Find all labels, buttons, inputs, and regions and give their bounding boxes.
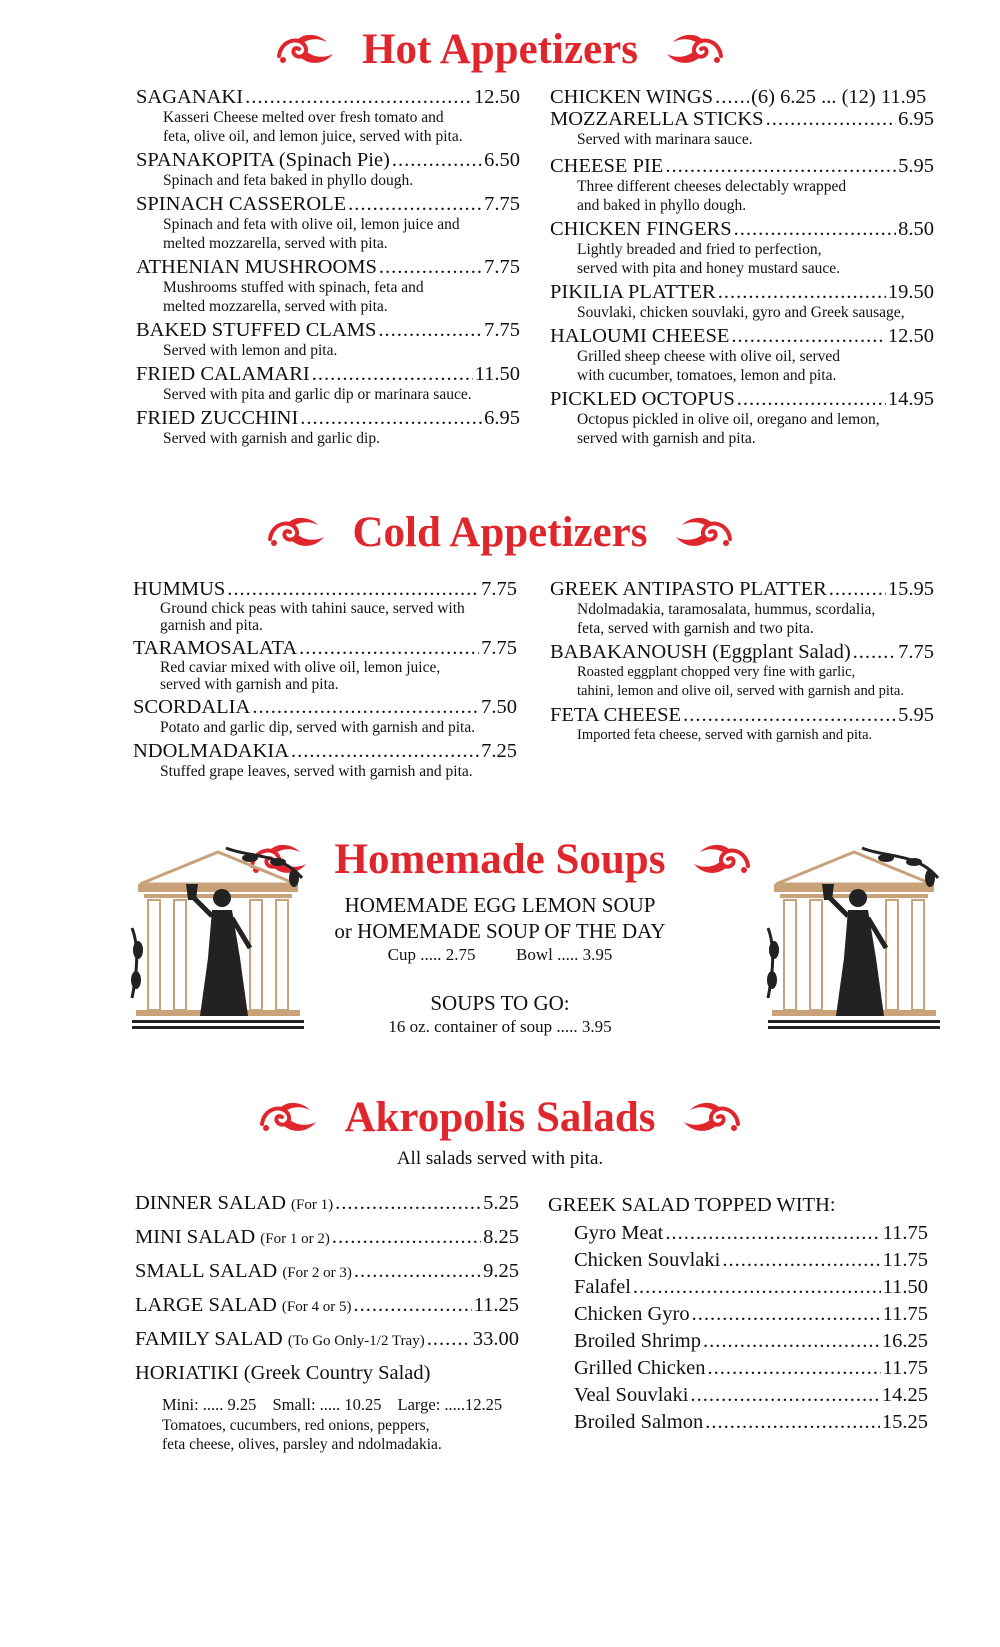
menu-item: [135, 1328, 519, 1360]
menu-item: [133, 578, 517, 634]
item-name: PICKLED OCTOPUS: [550, 388, 735, 410]
item-note: (To Go Only-1/2 Tray): [287, 1333, 425, 1349]
menu-item: [550, 578, 934, 638]
item-name: FAMILY SALAD: [135, 1328, 283, 1350]
item-price: 7.25: [481, 740, 517, 762]
item-price: 5.25: [483, 1192, 519, 1214]
item-description: Served with pita and garlic dip or marinara sauce.: [163, 386, 472, 403]
item-description: Mushrooms stuffed with spinach, feta and melted mozzarella, served with pita.: [163, 279, 424, 315]
hot-appetizers-title: Hot Appetizers: [362, 26, 638, 74]
menu-item: [550, 86, 934, 108]
menu-item: [135, 1192, 519, 1226]
item-name: Chicken Gyro: [574, 1303, 690, 1325]
cold-appetizers-heading: [0, 505, 1000, 558]
item-price: 7.75: [484, 256, 520, 278]
swirl-ornament-icon: [680, 1098, 742, 1138]
menu-item: [550, 281, 934, 322]
item-name: NDOLMADAKIA: [133, 740, 290, 762]
list-item: [574, 1357, 928, 1384]
item-price: 6.95: [898, 108, 934, 130]
item-name: BABAKANOUSH (Eggplant Salad): [550, 641, 851, 663]
item-description: Kasseri Cheese melted over fresh tomato and feta, olive oil, and lemon juice, served with pita.: [163, 109, 463, 145]
item-price: 15.95: [887, 578, 934, 600]
cup-price: Cup ..... 2.75: [387, 945, 476, 964]
swirl-ornament-icon: [258, 1098, 320, 1138]
item-note: (For 4 or 5): [281, 1299, 352, 1315]
item-name: Broiled Shrimp: [574, 1330, 701, 1352]
item-description: Octopus pickled in olive oil, oregano and lemon, served with garnish and pita.: [577, 411, 880, 447]
item-name: Chicken Souvlaki: [574, 1249, 721, 1271]
item-price: 11.75: [882, 1303, 928, 1325]
hot-appetizers-heading: [0, 22, 1000, 75]
horiatiki-name: HORIATIKI (Greek Country Salad): [135, 1362, 431, 1384]
menu-item: [136, 407, 520, 448]
greek-temple-goddess-illustration: [766, 838, 942, 1038]
menu-item: [136, 319, 520, 360]
item-price: 5.95: [898, 155, 934, 177]
item-name: HALOUMI CHEESE: [550, 325, 730, 347]
item-price: 12.50: [473, 86, 520, 108]
menu-item: [136, 149, 520, 190]
item-description: Red caviar mixed with olive oil, lemon juice, served with garnish and pita.: [160, 659, 441, 693]
item-name: MINI SALAD: [135, 1226, 256, 1248]
menu-item: [135, 1226, 519, 1260]
item-price: 5.95: [898, 704, 934, 726]
salads-left-column: [135, 1192, 519, 1454]
topped-with-list: [548, 1222, 928, 1438]
cold-appetizers-title: Cold Appetizers: [352, 509, 648, 557]
item-name: Grilled Chicken: [574, 1357, 706, 1379]
menu-item: [135, 1294, 519, 1328]
item-name: MOZZARELLA STICKS: [550, 108, 764, 130]
greek-temple-goddess-illustration: [130, 838, 306, 1038]
item-price: 11.75: [882, 1357, 928, 1379]
item-description: Spinach and feta with olive oil, lemon juice and melted mozzarella, served with pita.: [163, 216, 460, 252]
list-item: [574, 1384, 928, 1411]
item-price: 7.75: [484, 319, 520, 341]
item-price: 14.25: [881, 1384, 928, 1406]
swirl-ornament-icon: [663, 30, 725, 70]
menu-item: [550, 704, 934, 745]
item-description: Lightly breaded and fried to perfection, served with pita and honey mustard sauce.: [577, 241, 840, 277]
item-note: (For 1): [291, 1197, 334, 1213]
item-price: 7.75: [898, 641, 934, 663]
item-name: FETA CHEESE: [550, 704, 682, 726]
item-name: Falafel: [574, 1276, 631, 1298]
cold-appetizers-right-column: [550, 578, 934, 745]
menu-item: [550, 388, 934, 448]
bowl-price: Bowl ..... 3.95: [516, 945, 613, 964]
list-item: [574, 1411, 928, 1438]
item-description: Ground chick peas with tahini sauce, served with garnish and pita.: [160, 600, 465, 634]
item-name: SMALL SALAD: [135, 1260, 278, 1282]
menu-item: [550, 108, 934, 149]
menu-item: [136, 363, 520, 404]
list-item: [574, 1330, 928, 1357]
item-description: Served with lemon and pita.: [163, 342, 338, 359]
item-price: 8.25: [483, 1226, 519, 1248]
swirl-ornament-icon: [690, 840, 752, 880]
horiatiki-sizes: [135, 1394, 519, 1416]
item-description: Souvlaki, chicken souvlaki, gyro and Greek sausage,: [577, 304, 905, 321]
soups-content: [300, 892, 700, 1038]
item-name: FRIED ZUCCHINI: [136, 407, 299, 429]
soup-name: HOMEMADE EGG LEMON SOUP: [344, 893, 656, 917]
item-name: FRIED CALAMARI: [136, 363, 310, 385]
item-price: (6) 6.25 ... (12) 11.95: [751, 86, 927, 108]
menu-item: [136, 86, 520, 146]
item-price: 16.25: [881, 1330, 928, 1352]
topped-with-title: GREEK SALAD TOPPED WITH:: [548, 1194, 836, 1216]
item-name: SAGANAKI: [136, 86, 244, 108]
menu-item: [133, 696, 517, 737]
item-price: 7.75: [481, 637, 517, 659]
menu-item: [550, 218, 934, 278]
menu-item: [136, 193, 520, 253]
item-price: 11.25: [473, 1294, 519, 1316]
item-name: TARAMOSALATA: [133, 637, 298, 659]
item-description: Ndolmadakia, taramosalata, hummus, scordalia, feta, served with garnish and two pita.: [577, 601, 876, 637]
item-price: 14.95: [887, 388, 934, 410]
menu-item: [136, 256, 520, 316]
item-name: SPINACH CASSEROLE: [136, 193, 347, 215]
item-name: DINNER SALAD: [135, 1192, 286, 1214]
item-name: CHICKEN WINGS: [550, 86, 714, 108]
item-name: HUMMUS: [133, 578, 226, 600]
item-description: Imported feta cheese, served with garnish and pita.: [577, 727, 873, 743]
soup-prices: [300, 944, 700, 966]
item-description: Served with garnish and garlic dip.: [163, 430, 380, 447]
swirl-ornament-icon: [672, 513, 734, 553]
item-price: 19.50: [887, 281, 934, 303]
akropolis-salads-title: Akropolis Salads: [344, 1094, 656, 1142]
horiatiki-mini-price: Mini: ..... 9.25: [162, 1395, 257, 1414]
item-price: 11.75: [882, 1249, 928, 1271]
item-note: (For 1 or 2): [260, 1231, 330, 1247]
swirl-ornament-icon: [266, 513, 328, 553]
swirl-ornament-icon: [275, 30, 337, 70]
horiatiki-large-price: Large: .....12.25: [397, 1395, 503, 1414]
item-name: Gyro Meat: [574, 1222, 664, 1244]
hot-appetizers-right-column: [550, 86, 934, 448]
item-price: 6.50: [484, 149, 520, 171]
item-description: Three different cheeses delectably wrapped and baked in phyllo dough.: [577, 178, 847, 214]
salads-subtitle: All salads served with pita.: [396, 1148, 604, 1169]
item-note: (For 2 or 3): [282, 1265, 352, 1281]
item-name: ATHENIAN MUSHROOMS: [136, 256, 377, 278]
item-price: 15.25: [881, 1411, 928, 1433]
item-description: Stuffed grape leaves, served with garnish and pita.: [160, 763, 473, 780]
salads-right-column: [548, 1192, 928, 1438]
cold-appetizers-left-column: [133, 578, 517, 781]
item-description: Served with marinara sauce.: [577, 131, 753, 148]
item-price: 8.50: [898, 218, 934, 240]
item-price: 33.00: [472, 1328, 519, 1350]
soup-name: or HOMEMADE SOUP OF THE DAY: [334, 919, 666, 943]
list-item: [574, 1276, 928, 1303]
list-item: [574, 1222, 928, 1249]
menu-item: [550, 155, 934, 215]
item-name: PIKILIA PLATTER: [550, 281, 716, 303]
menu-item: [133, 740, 517, 781]
menu-item: [550, 641, 934, 701]
list-item: [574, 1249, 928, 1276]
soups-to-go-line: 16 oz. container of soup ..... 3.95: [388, 1017, 612, 1036]
item-description: Spinach and feta baked in phyllo dough.: [163, 172, 414, 189]
item-name: Veal Souvlaki: [574, 1384, 689, 1406]
item-name: GREEK ANTIPASTO PLATTER: [550, 578, 827, 600]
item-name: SCORDALIA: [133, 696, 251, 718]
item-price: 7.75: [481, 578, 517, 600]
item-price: 11.50: [882, 1276, 928, 1298]
horiatiki-description: Tomatoes, cucumbers, red onions, peppers, feta cheese, olives, parsley and ndolmadakia.: [162, 1417, 442, 1453]
akropolis-salads-heading: [0, 1090, 1000, 1143]
item-description: Roasted eggplant chopped very fine with garlic, tahini, lemon and olive oil, served with garnish and pita.: [577, 664, 904, 699]
item-price: 7.75: [484, 193, 520, 215]
item-description: Grilled sheep cheese with olive oil, served with cucumber, tomatoes, lemon and pita.: [577, 348, 840, 384]
homemade-soups-title: Homemade Soups: [334, 836, 666, 884]
item-price: 11.75: [882, 1222, 928, 1244]
item-price: 12.50: [887, 325, 934, 347]
soups-to-go-title: SOUPS TO GO:: [430, 991, 570, 1015]
hot-appetizers-left-column: [136, 86, 520, 448]
item-price: 6.95: [484, 407, 520, 429]
item-price: 11.50: [474, 363, 520, 385]
list-item: [574, 1303, 928, 1330]
item-name: Broiled Salmon: [574, 1411, 704, 1433]
item-name: CHICKEN FINGERS: [550, 218, 732, 240]
horiatiki-small-price: Small: ..... 10.25: [272, 1395, 382, 1414]
item-name: BAKED STUFFED CLAMS: [136, 319, 377, 341]
menu-item: [550, 325, 934, 385]
item-price: 7.50: [481, 696, 517, 718]
item-price: 9.25: [483, 1260, 519, 1282]
item-name: LARGE SALAD: [135, 1294, 277, 1316]
item-description: Potato and garlic dip, served with garnish and pita.: [160, 719, 476, 736]
item-name: SPANAKOPITA (Spinach Pie): [136, 149, 390, 171]
item-name: CHEESE PIE: [550, 155, 664, 177]
menu-item: [135, 1260, 519, 1294]
menu-item: [133, 637, 517, 693]
